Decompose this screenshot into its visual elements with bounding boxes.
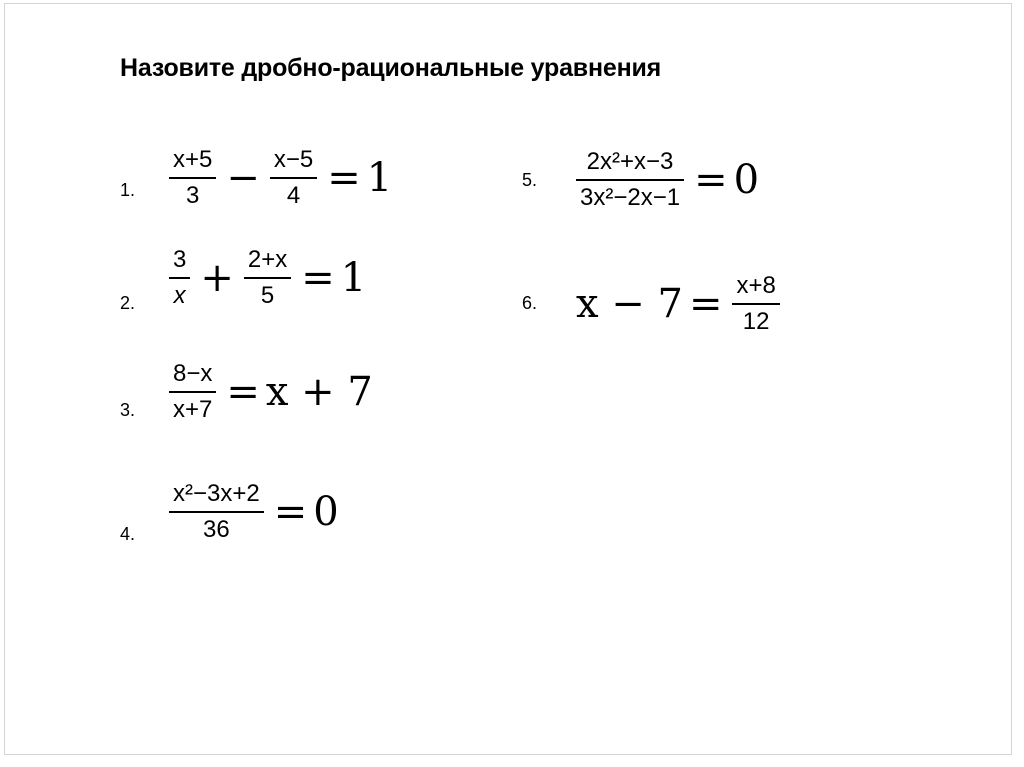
- equation-2-fraction-b: [244, 248, 291, 308]
- fraction-denominator: 3: [186, 182, 200, 209]
- equation-rhs: x + 7: [265, 369, 373, 415]
- equation-1-fraction-a: [169, 148, 216, 208]
- equals-sign: =: [273, 489, 308, 535]
- equation-3: [165, 362, 373, 422]
- fraction-numerator: 3: [173, 246, 187, 273]
- equation-2-number: 2.: [120, 293, 136, 313]
- equals-sign: =: [327, 155, 361, 201]
- equation-3-fraction: [169, 362, 216, 422]
- fraction-denominator: 3x²−2x−1: [580, 184, 681, 211]
- equation-4-fraction: [169, 482, 264, 542]
- fraction-denominator: 5: [260, 282, 275, 309]
- equation-6: [576, 274, 784, 334]
- equation-1-number: 1.: [120, 180, 136, 200]
- equation-1: [165, 148, 392, 208]
- equation-2-fraction-a: [169, 248, 190, 308]
- equals-sign: =: [694, 157, 728, 203]
- equation-4: [165, 482, 339, 542]
- fraction-numerator: x+5: [173, 146, 213, 173]
- equation-rhs: 1: [340, 255, 367, 301]
- operator: −: [226, 155, 260, 201]
- fraction-denominator: x+7: [173, 396, 213, 423]
- equation-4-number: 4.: [120, 524, 136, 544]
- fraction-denominator: 36: [203, 516, 230, 543]
- operator: +: [200, 255, 234, 301]
- fraction-denominator: 12: [742, 308, 770, 335]
- equation-lhs: x − 7: [576, 281, 683, 327]
- equation-rhs: 0: [313, 489, 339, 535]
- equation-1-fraction-b: [270, 148, 317, 208]
- equation-3-number: 3.: [120, 400, 136, 420]
- equation-6-fraction: [732, 274, 779, 334]
- fraction-denominator: x: [173, 282, 186, 309]
- equation-6-number: 6.: [522, 293, 538, 313]
- equation-rhs: 1: [366, 155, 393, 201]
- equation-5-fraction: [576, 150, 684, 210]
- slide-title: Назовите дробно-рациональные уравнения: [120, 54, 662, 82]
- fraction-numerator: 2x²+x−3: [586, 148, 674, 175]
- equals-sign: =: [301, 255, 335, 301]
- equation-2: [165, 248, 366, 308]
- fraction-numerator: x+8: [736, 272, 776, 299]
- equation-5-number: 5.: [522, 170, 538, 190]
- equation-5: [572, 150, 759, 210]
- slide-frame: [4, 3, 1012, 755]
- fraction-numerator: 8−x: [173, 360, 213, 387]
- fraction-numerator: 2+x: [247, 246, 288, 273]
- equals-sign: =: [688, 281, 723, 327]
- equation-rhs: 0: [733, 157, 760, 203]
- fraction-numerator: x−5: [273, 146, 314, 173]
- fraction-numerator: x²−3x+2: [173, 480, 260, 507]
- equals-sign: =: [226, 369, 260, 415]
- fraction-denominator: 4: [286, 182, 301, 209]
